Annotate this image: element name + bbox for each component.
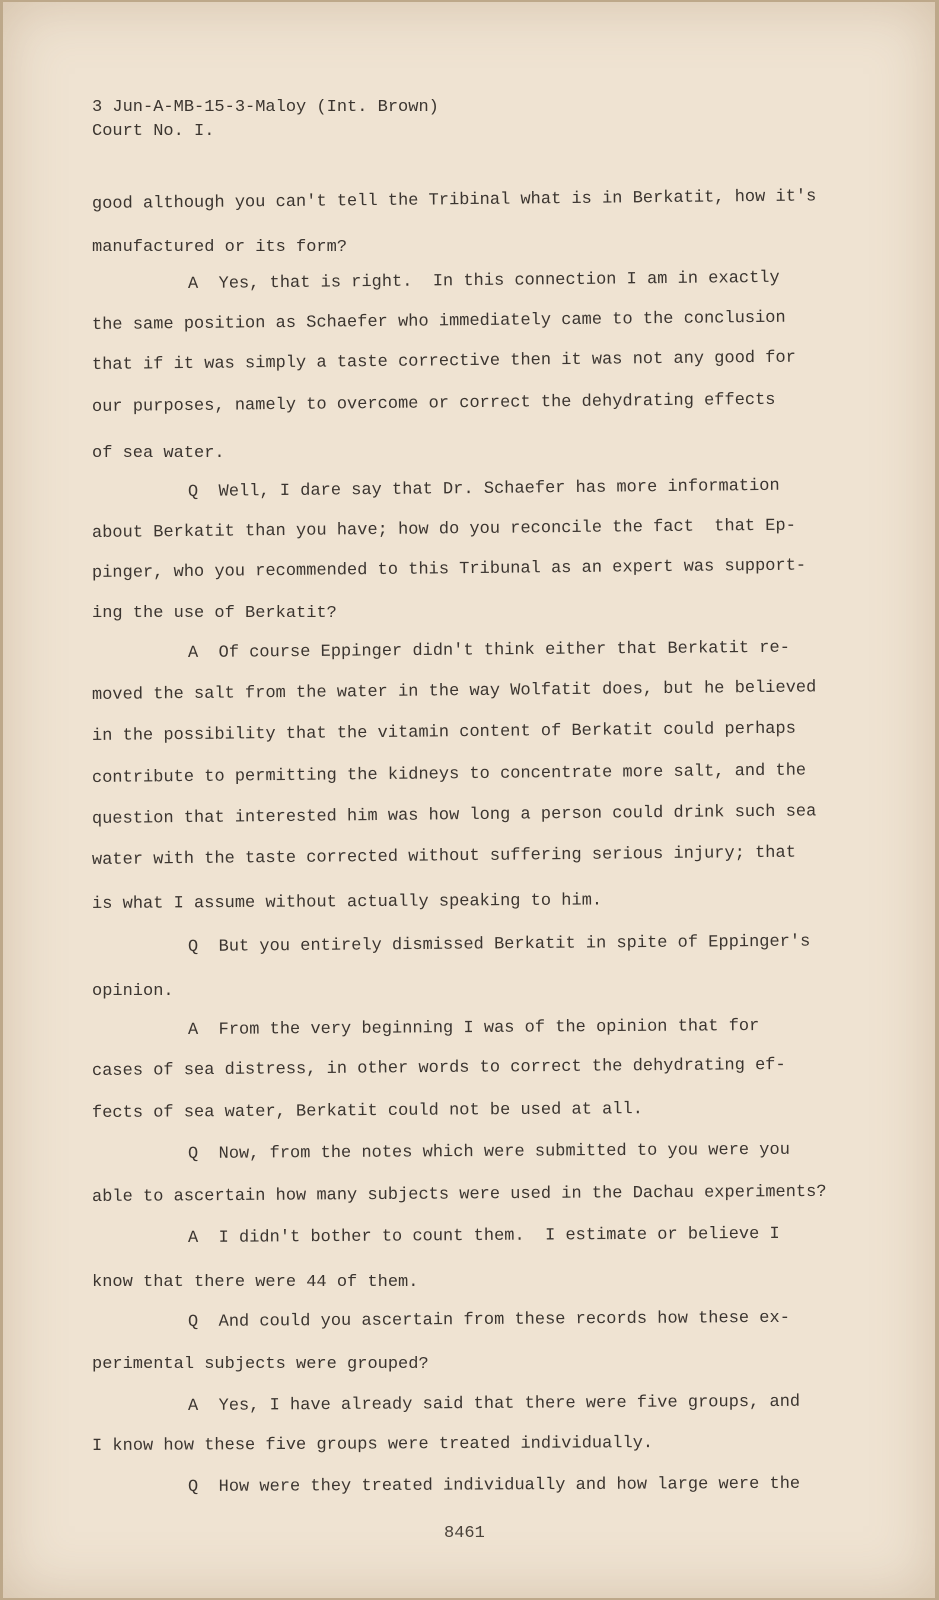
- text-line-04: the same position as Schaefer who immediately came to the conclusion: [91, 308, 786, 335]
- page-number: 8461: [444, 1524, 485, 1543]
- text-line-27: know that there were 44 of them.: [92, 1273, 419, 1292]
- text-line-06: our purposes, namely to overcome or correct the dehydrating effects: [91, 390, 776, 417]
- text-line-02: manufactured or its form?: [92, 238, 348, 257]
- text-line-30: A Yes, I have already said that there were five groups, and: [187, 1392, 801, 1416]
- text-line-31: I know how these five groups were treated individually.: [91, 1434, 654, 1456]
- text-line-26: A I didn't bother to count them. I estimate or believe I: [187, 1224, 780, 1248]
- text-line-10: pinger, who you recommended to this Tribunal as an expert was support-: [91, 556, 807, 583]
- text-line-08: Q Well, I dare say that Dr. Schaefer has more information: [187, 476, 780, 502]
- header-session-line: 3 Jun-A-MB-15-3-Maloy (Int. Brown): [92, 98, 439, 117]
- text-line-29: perimental subjects were grouped?: [92, 1355, 429, 1374]
- text-line-07: of sea water.: [92, 444, 225, 463]
- text-line-20: opinion.: [92, 982, 174, 1001]
- document-page: [3, 2, 935, 1598]
- text-line-32: Q How were they treated individually and how large were the: [187, 1474, 801, 1497]
- text-line-28: Q And could you ascertain from these records how these ex-: [187, 1308, 790, 1332]
- text-line-24: Q Now, from the notes which were submitted to you were you: [187, 1140, 790, 1164]
- text-line-19: Q But you entirely dismissed Berkatit in spite of Eppinger's: [187, 932, 811, 957]
- text-line-13: moved the salt from the water in the way Wolfatit does, but he believed: [91, 678, 817, 705]
- text-line-16: question that interested him was how long a person could drink such sea: [91, 802, 817, 829]
- header-court-line: Court No. I.: [92, 122, 215, 141]
- text-line-18: is what I assume without actually speaking to him.: [91, 891, 603, 914]
- text-line-15: contribute to permitting the kidneys to concentrate more salt, and the: [91, 761, 807, 788]
- text-line-22: cases of sea distress, in other words to correct the dehydrating ef-: [91, 1055, 786, 1081]
- text-line-01: good although you can't tell the Tribinal what is in Berkatit, how it's: [91, 187, 817, 214]
- text-line-23: fects of sea water, Berkatit could not be used at all.: [91, 1100, 643, 1123]
- text-line-14: in the possibility that the vitamin content of Berkatit could perhaps: [91, 719, 796, 746]
- text-line-21: A From the very beginning I was of the opinion that for: [187, 1017, 760, 1040]
- text-line-25: able to ascertain how many subjects were used in the Dachau experiments?: [91, 1182, 827, 1207]
- text-line-05: that if it was simply a taste corrective then it was not any good for: [91, 348, 796, 375]
- text-line-03: A Yes, that is right. In this connection I am in exactly: [187, 268, 780, 294]
- document-header: [92, 96, 439, 144]
- text-line-12: A Of course Eppinger didn't think either that Berkatit re-: [187, 638, 790, 663]
- text-line-11: ing the use of Berkatit?: [92, 604, 337, 623]
- text-line-17: water with the taste corrected without suffering serious injury; that: [91, 843, 796, 870]
- text-line-09: about Berkatit than you have; how do you reconcile the fact that Ep-: [91, 516, 796, 543]
